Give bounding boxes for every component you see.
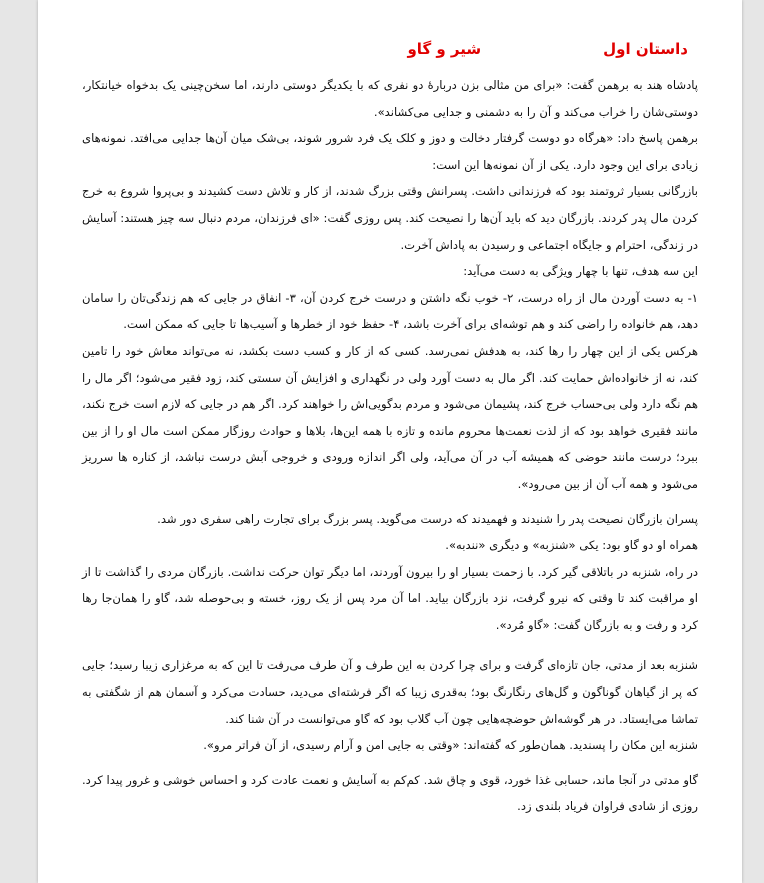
title-row [82, 40, 698, 58]
story-title: شیر و گاو [407, 40, 482, 58]
page-content [82, 40, 698, 820]
paragraph-4: این سه هدف، تنها با چهار ویژگی به دست می‌آید: [463, 264, 698, 279]
paragraph-2: برهمن پاسخ داد: «هرگاه دو دوست گرفتار دخالت و دوز و کلک یک فرد شرور شوند، بی‌شک میان آن‌ها جدایی می‌افتد. نمونه‌های زیادی برای این وجود دارد. یکی از آن نمونه‌ها این است: [82, 131, 698, 172]
paragraph-6: هرکس یکی از این چهار را رها کند، به هدفش نمی‌رسد. کسی که از کار و کسب دست بکشد، نه می‌تواند معاش خود را تامین کند، نه از خانواده‌اش حمایت کند. اگر مال به دست آورد ولی در نگهداری و افزایش آن سستی کند، زود فقیر می‌شود؛ اگر مال را هم نگه دارد ولی بی‌حساب خرج کند، پشیمان می‌شود و مردم بدگویی‌اش را خواهند کرد. اگر هم در جایی که لازم است خرج نکند، مانند فقیری خواهد بود که از لذت نعمت‌ها محروم مانده و تازه با همه این‌ها، بلاها و حوادث روزگار ممکن است مال او را از بین ببرد؛ درست مانند حوضی که همیشه آب در آن می‌آید، ولی اگر اندازه ورودی و خروجی آبش درست نباشد، از کناره ها سرریز می‌شود و همه آب آن از بین می‌رود». [82, 343, 698, 491]
document-page [38, 0, 742, 883]
paragraph-12: گاو مدتی در آنجا ماند، حسابی غذا خورد، قوی و چاق شد. کم‌کم به آسایش و نعمت عادت کرد و احساس خوشی و غرور پیدا کرد. روزی از شادی فراوان فریاد بلندی زد. [82, 772, 698, 814]
paragraph-9: در راه، شنزبه در باتلاقی گیر کرد. با زحمت بسیار او را بیرون آوردند، اما دیگر توان حرکت نداشت. بازرگان مردی را گذاشت تا از او مراقبت کند تا وقتی که نیرو گرفت، نزد بازرگان بیاید. اما آن مرد پس از یک روز، خسته و بی‌حوصله شد، گاو را همان‌جا رها کرد و رفت و به بازرگان گفت: «گاو مُرد». [82, 564, 698, 632]
paragraph-3: بازرگانی بسیار ثروتمند بود که فرزندانی داشت. پسرانش وقتی بزرگ شدند، از کار و تلاش دست کشیدند و بی‌پروا شروع به خرج کردن مال پدر کردند. بازرگان دید که باید آن‌ها را نصیحت کند. پس روزی گفت: «ای فرزندان، مردم دنبال سه چیز هستند: آسایش در زندگی، احترام و جایگاه اجتماعی و رسیدن به پاداش آخرت. [82, 184, 698, 252]
paragraph-8: همراه او دو گاو بود: یکی «شنزبه» و دیگری «نندبه». [445, 538, 698, 553]
paragraph-1: پادشاه هند به برهمن گفت: «برای من مثالی بزن دربارهٔ دو نفری که با یکدیگر دوستی دارند، اما سخن‌چینی یک بدخواه خیانتکار، دوستی‌شان را خراب می‌کند و آن را به دشمنی و جدایی می‌کشاند». [82, 78, 698, 119]
chapter-title: داستان اول [603, 40, 688, 58]
paragraph-5: ۱- به دست آوردن مال از راه درست، ۲- خوب نگه داشتن و درست خرج کردن آن، ۳- انفاق در جایی که هم زندگی‌تان را سامان دهد، هم خانواده را راضی کند و هم توشه‌ای برای آخرت باشد، ۴- حفظ خود از خطرها و آسیب‌ها تا جایی که ممکن است. [82, 290, 698, 332]
paragraph-11: شنزبه این مکان را پسندید. همان‌طور که گفته‌اند: «وقتی به جایی امن و آرام رسیدی، از آن فراتر مرو». [203, 738, 698, 753]
paragraph-7: پسران بازرگان نصیحت پدر را شنیدند و فهمیدند که درست می‌گوید. پسر بزرگ برای تجارت راهی سفری دور شد. [157, 511, 698, 526]
paragraph-10: شنزبه بعد از مدتی، جان تازه‌ای گرفت و برای چرا کردن به این طرف و آن طرف می‌رفت تا این که به مرغزاری زیبا رسید؛ جایی که پر از گیاهان گوناگون و گل‌های رنگارنگ بود؛ به‌قدری زیبا که اگر فرشته‌ای می‌دید، حسادت می‌کرد و آسمان هم از شگفتی به تماشا می‌ایستاد. در هر گوشه‌اش حوضچه‌هایی چون آب گلاب بود که گاو می‌توانست در آن شنا کند. [82, 658, 698, 726]
